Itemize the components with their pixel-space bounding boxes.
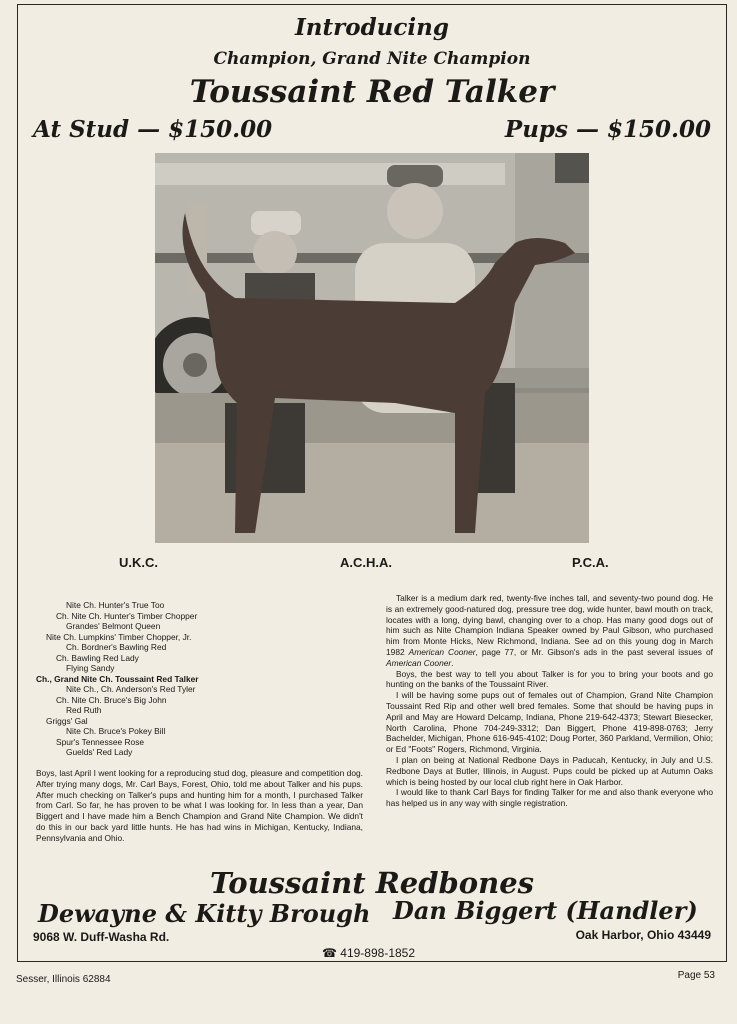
story-left-paragraph: Boys, last April I went looking for a reproducing stud dog, pleasure and competition dog. After trying many dogs, Mr. Carl Bays, Forest, Ohio, told me about Talker and his pups. After much checking on Talker's pups and hunting him for a month, I purchased Talker from Carl. So far, he has proven to be what I was looking for. In less than a year, Dan Biggert and I have made him a Bench Champion and Grand Nite Champion. We didn't do this in our back yard little hunts. He has had wins in Michigan, Kentucky, Indiana, Pennsylvania and Ohio.	[36, 768, 363, 843]
pedigree-entry: Nite Ch. Bruce's Pokey Bill	[66, 726, 166, 736]
story-paragraph: I plan on being at National Redbone Days in Paducah, Kentucky, in July and U.S. Redbone Days at Butler, Illinois, in August. Pups could be picked up at Autumn Oaks which is being hosted by our local club right here in Oak Harbor.	[386, 754, 713, 787]
handler-name: Dan Biggert (Handler)	[393, 896, 698, 925]
pedigree-subject: Ch., Grand Nite Ch. Toussaint Red Talker	[36, 673, 199, 684]
street-address: 9068 W. Duff-Washa Rd.	[33, 930, 170, 944]
pups-price: Pups — $150.00	[504, 116, 711, 143]
pedigree-entry: Nite Ch., Ch. Anderson's Red Tyler	[66, 684, 196, 694]
phone-number: ☎ 419-898-1852	[322, 946, 416, 960]
pedigree-chart	[36, 600, 376, 758]
city-address: Oak Harbor, Ohio 43449	[575, 928, 711, 942]
pedigree-entry: Ch. Nite Ch. Bruce's Big John	[56, 694, 167, 705]
pedigree-entry: Nite Ch. Hunter's True Too	[66, 600, 165, 610]
story-right-column	[386, 593, 713, 809]
pedigree-entry: Ch. Nite Ch. Hunter's Timber Chopper	[56, 610, 198, 621]
pedigree-entry: Red Ruth	[66, 705, 102, 715]
registry-acha: A.C.H.A.	[340, 555, 392, 570]
story-paragraph: Boys, the best way to tell you about Talker is for you to bring your boots and go hunting on the banks of the Toussaint River.	[386, 668, 713, 690]
story-paragraph: I will be having some pups out of females out of Champion, Grand Nite Champion Toussaint Red Rip and other well bred females. Some that should be having pups in April and May are Howard Delcamp, Indiana, Phone 219-642-4373; Stewart Biesecker, North Carolina, Phone 704-249-3312; Dan Biggert, Phone 419-898-0763; Jerry Bachelder, Michigan, Phone 616-945-4102; Doug Porter, 360 Parkland, Vermilion, Ohio; or Ed "Foots" Rogers, Richmond, Virginia.	[386, 690, 713, 755]
registry-pca: P.C.A.	[572, 555, 609, 570]
footer-location: Sesser, Illinois 62884	[16, 974, 111, 985]
magazine-title: American Cooner	[408, 646, 476, 657]
registry-ukc: U.K.C.	[119, 555, 158, 570]
story-paragraph: I would like to thank Carl Bays for finding Talker for me and also thank everyone who has helped us in any way with single registration.	[386, 787, 713, 809]
kennel-name: Toussaint Redbones	[209, 866, 535, 900]
page-number: Page 53	[677, 970, 715, 981]
title-subtitle: Champion, Grand Nite Champion	[213, 49, 531, 69]
pedigree-entry: Ch. Bawling Red Lady	[56, 652, 139, 663]
photo-illustration	[155, 153, 589, 543]
pedigree-entry: Flying Sandy	[66, 663, 115, 673]
intro-heading: Introducing	[295, 14, 449, 41]
pedigree-entry: Ch. Bordner's Bawling Red	[66, 642, 167, 652]
dog-name-title: Toussaint Red Talker	[189, 74, 555, 110]
magazine-title: American Cooner	[386, 657, 452, 668]
pedigree-entry: Griggs' Gal	[46, 715, 88, 726]
pedigree-entry: Spur's Tennessee Rose	[56, 736, 145, 747]
pedigree-entry: Grandes' Belmont Queen	[66, 621, 161, 631]
dog-photo	[155, 153, 589, 543]
story-paragraph: Talker is a medium dark red, twenty-five inches tall, and seventy-two pound dog. He is an extremely good-natured dog, pressure tree dog, wide hunter, bawl mouth on track, locates with a long, dying bawl, changing over to a chop. Has many good dogs out of him such as Nite Champion Indiana Speaker owned by Paul Gibson, who purchased him from Monte Hicks, New Richmond, Indiana. See ad on this young dog in March 1982 American Cooner, page 77, or Mr. Gibson's ads in the past several issues of American Cooner.	[386, 593, 713, 668]
owners-name: Dewayne & Kitty Brough	[38, 899, 371, 928]
pedigree-entry: Guelds' Red Lady	[66, 747, 133, 757]
stud-fee: At Stud — $150.00	[33, 116, 273, 143]
pedigree-entry: Nite Ch. Lumpkins' Timber Chopper, Jr.	[46, 631, 192, 642]
